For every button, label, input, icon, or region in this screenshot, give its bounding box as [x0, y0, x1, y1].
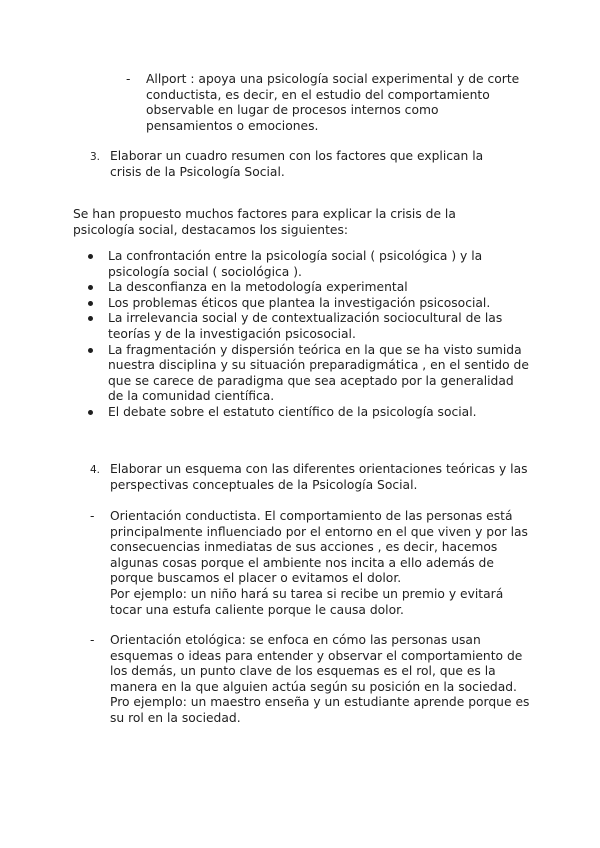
list-item: La fragmentación y dispersión teórica en la que se ha visto sumida nuestra disciplina y su situación preparadigmática , en el sentido de que se carece de paradigma que sea aceptado por la generalidad de la comunidad científica. — [82, 343, 532, 405]
list-item: Los problemas éticos que plantea la investigación psicosocial. — [82, 296, 532, 312]
orientation-etologica-example: Pro ejemplo: un maestro enseña y un estudiante aprende porque es su rol en la sociedad. — [110, 695, 530, 725]
question-3-text: Elaborar un cuadro resumen con los factores que explican la crisis de la Psicología Social. — [110, 149, 484, 179]
list-item: La irrelevancia social y de contextualización sociocultural de las teorías y de la investigación psicosocial. — [82, 311, 532, 342]
orientation-etologica-text: Orientación etológica: se enfoca en cómo las personas usan esquemas o ideas para entender y observar el comportamiento de los demás, un punto clave de los esquemas es el rol, que es la manera en la que alguien actúa según su posición en la sociedad. — [110, 633, 523, 694]
allport-text: Allport : apoya una psicología social experimental y de corte conductista, es decir, en el estudio del comportamiento observable en lugar de procesos internos como pensamientos o emociones. — [146, 72, 520, 133]
question-3-number: 3. — [90, 151, 101, 163]
crisis-factors-list — [82, 249, 532, 421]
orientation-conductista-example: Por ejemplo: un niño hará su tarea si recibe un premio y evitará tocar una estufa caliente porque le causa dolor. — [110, 586, 504, 617]
orientation-etologica — [90, 633, 530, 727]
orientation-conductista — [90, 509, 530, 618]
list-item: El debate sobre el estatuto científico de la psicología social. — [82, 405, 532, 421]
list-item: La desconfianza en la metodología experimental — [82, 280, 532, 296]
crisis-intro: Se han propuesto muchos factores para explicar la crisis de la psicología social, destacamos los siguientes: — [73, 207, 456, 237]
dash-bullet: - — [90, 633, 95, 647]
allport-item — [126, 72, 526, 134]
dash-bullet: - — [126, 72, 131, 86]
list-item: La confrontación entre la psicología social ( psicológica ) y la psicología social ( sociológica ). — [82, 249, 532, 280]
question-4-number: 4. — [90, 464, 101, 476]
dash-bullet: - — [90, 509, 95, 523]
question-4 — [90, 462, 535, 493]
question-4-text: Elaborar un esquema con las diferentes orientaciones teóricas y las perspectivas conceptuales de la Psicología Social. — [110, 462, 528, 492]
question-3 — [90, 149, 510, 180]
orientation-conductista-text: Orientación conductista. El comportamiento de las personas está principalmente influenciado por el entorno en el que viven y por las consecuencias inmediatas de sus acciones , es decir, hacemos algunas cosas porque el ambiente nos incita a ello además de porque buscamos el placer o evitamos el dolor. — [110, 509, 528, 586]
